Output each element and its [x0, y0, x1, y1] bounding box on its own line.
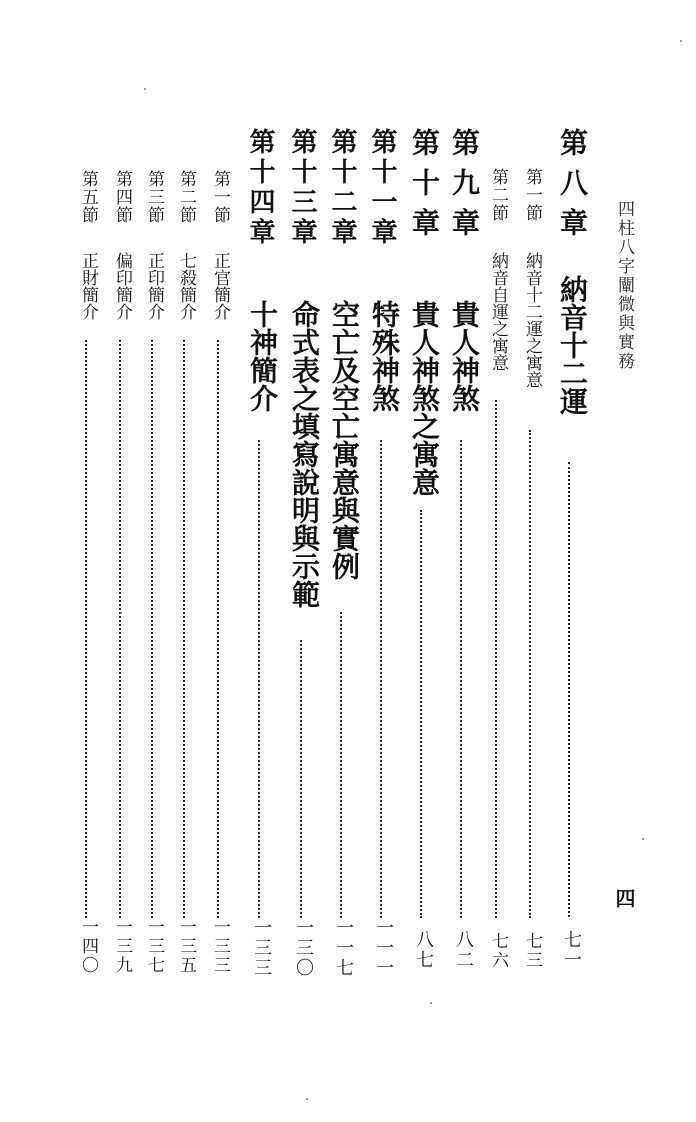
chapter-title: 貴人神煞 [448, 300, 481, 412]
section-label: 第三節 [144, 170, 164, 224]
page-ref: 一一七 [333, 918, 354, 978]
section-label: 第五節 [78, 170, 98, 224]
dot-leader [340, 612, 342, 918]
section-label: 第二節 [176, 170, 196, 224]
toc-entry-chapter-13[interactable] [282, 0, 322, 1122]
dot-leader [217, 340, 219, 918]
dot-leader [183, 340, 185, 918]
section-title: 七殺簡介 [176, 252, 196, 320]
chapter-title: 空亡及空亡寓意與實例 [328, 300, 361, 580]
dot-leader [300, 640, 302, 918]
chapter-label: 第十四章 [245, 128, 275, 248]
dot-leader [460, 440, 462, 918]
page-ref: 一三九 [112, 918, 132, 975]
page-ref: 一三〇 [293, 918, 314, 978]
toc-entry-chapter-9[interactable] [442, 0, 482, 1122]
page-ref: 七一 [561, 930, 582, 970]
page-ref: 七六 [488, 932, 508, 970]
dot-leader [380, 440, 382, 918]
page-ref: 七三 [522, 932, 542, 970]
scan-speck [680, 40, 682, 42]
section-title: 正財簡介 [78, 252, 98, 320]
page-ref: 八二 [453, 930, 474, 970]
toc-entry-section-14-3[interactable] [138, 0, 168, 1122]
toc-entry-section-14-4[interactable] [106, 0, 136, 1122]
page-ref: 一四〇 [78, 918, 98, 975]
page-ref: 一三五 [176, 918, 196, 975]
page-ref: 一三三 [251, 918, 272, 978]
toc-entry-section-14-1[interactable] [204, 0, 234, 1122]
page-number: 四 [612, 888, 636, 908]
dot-leader [258, 440, 260, 918]
page-ref: 八七 [413, 930, 434, 970]
dot-leader [420, 510, 422, 918]
section-label: 第一節 [522, 168, 542, 222]
section-title: 納音十二運之寓意 [522, 252, 542, 388]
page-ref: 一三三 [210, 918, 230, 975]
toc-entry-section-14-2[interactable] [170, 0, 200, 1122]
chapter-title: 特殊神煞 [368, 300, 401, 412]
section-label: 第四節 [112, 170, 132, 224]
section-label: 第二節 [488, 168, 508, 222]
page-ref: 一三七 [144, 918, 164, 975]
chapter-title: 納音十二運 [556, 275, 589, 415]
dot-leader [529, 430, 531, 918]
page-ref: 一一一 [373, 918, 394, 978]
scan-speck [306, 1098, 308, 1100]
toc-entry-chapter-8[interactable] [550, 0, 590, 1122]
chapter-label: 第十一章 [367, 128, 397, 248]
toc-entry-chapter-11[interactable] [362, 0, 402, 1122]
section-title: 正官簡介 [210, 252, 230, 320]
toc-entry-chapter-14[interactable] [240, 0, 280, 1122]
scan-speck [120, 612, 122, 614]
scan-speck [144, 88, 146, 90]
toc-entry-chapter-10[interactable] [402, 0, 442, 1122]
chapter-label: 第十章 [408, 128, 441, 248]
dot-leader [495, 400, 497, 918]
chapter-title: 命式表之填寫說明與示範 [288, 300, 321, 608]
section-title: 納音自運之寓意 [488, 252, 508, 371]
dot-leader [85, 340, 87, 918]
chapter-title: 貴人神煞之寓意 [408, 300, 441, 496]
section-title: 偏印簡介 [112, 252, 132, 320]
toc-entry-chapter-12[interactable] [322, 0, 362, 1122]
toc-entry-section-8-2[interactable] [482, 0, 512, 1122]
chapter-label: 第十三章 [287, 128, 317, 248]
scan-speck [430, 1002, 432, 1004]
dot-leader [151, 340, 153, 918]
dot-leader [119, 340, 121, 918]
section-title: 正印簡介 [144, 252, 164, 320]
chapter-title: 十神簡介 [246, 300, 279, 412]
chapter-label: 第十二章 [327, 128, 357, 248]
section-label: 第一節 [210, 170, 230, 224]
toc-entry-section-14-5[interactable] [72, 0, 102, 1122]
scan-speck [642, 838, 644, 840]
dot-leader [568, 462, 570, 917]
chapter-label: 第八章 [556, 128, 589, 248]
running-header: 四柱八字闡微與實務 [614, 200, 634, 371]
toc-entry-section-8-1[interactable] [516, 0, 546, 1122]
chapter-label: 第九章 [448, 128, 481, 248]
